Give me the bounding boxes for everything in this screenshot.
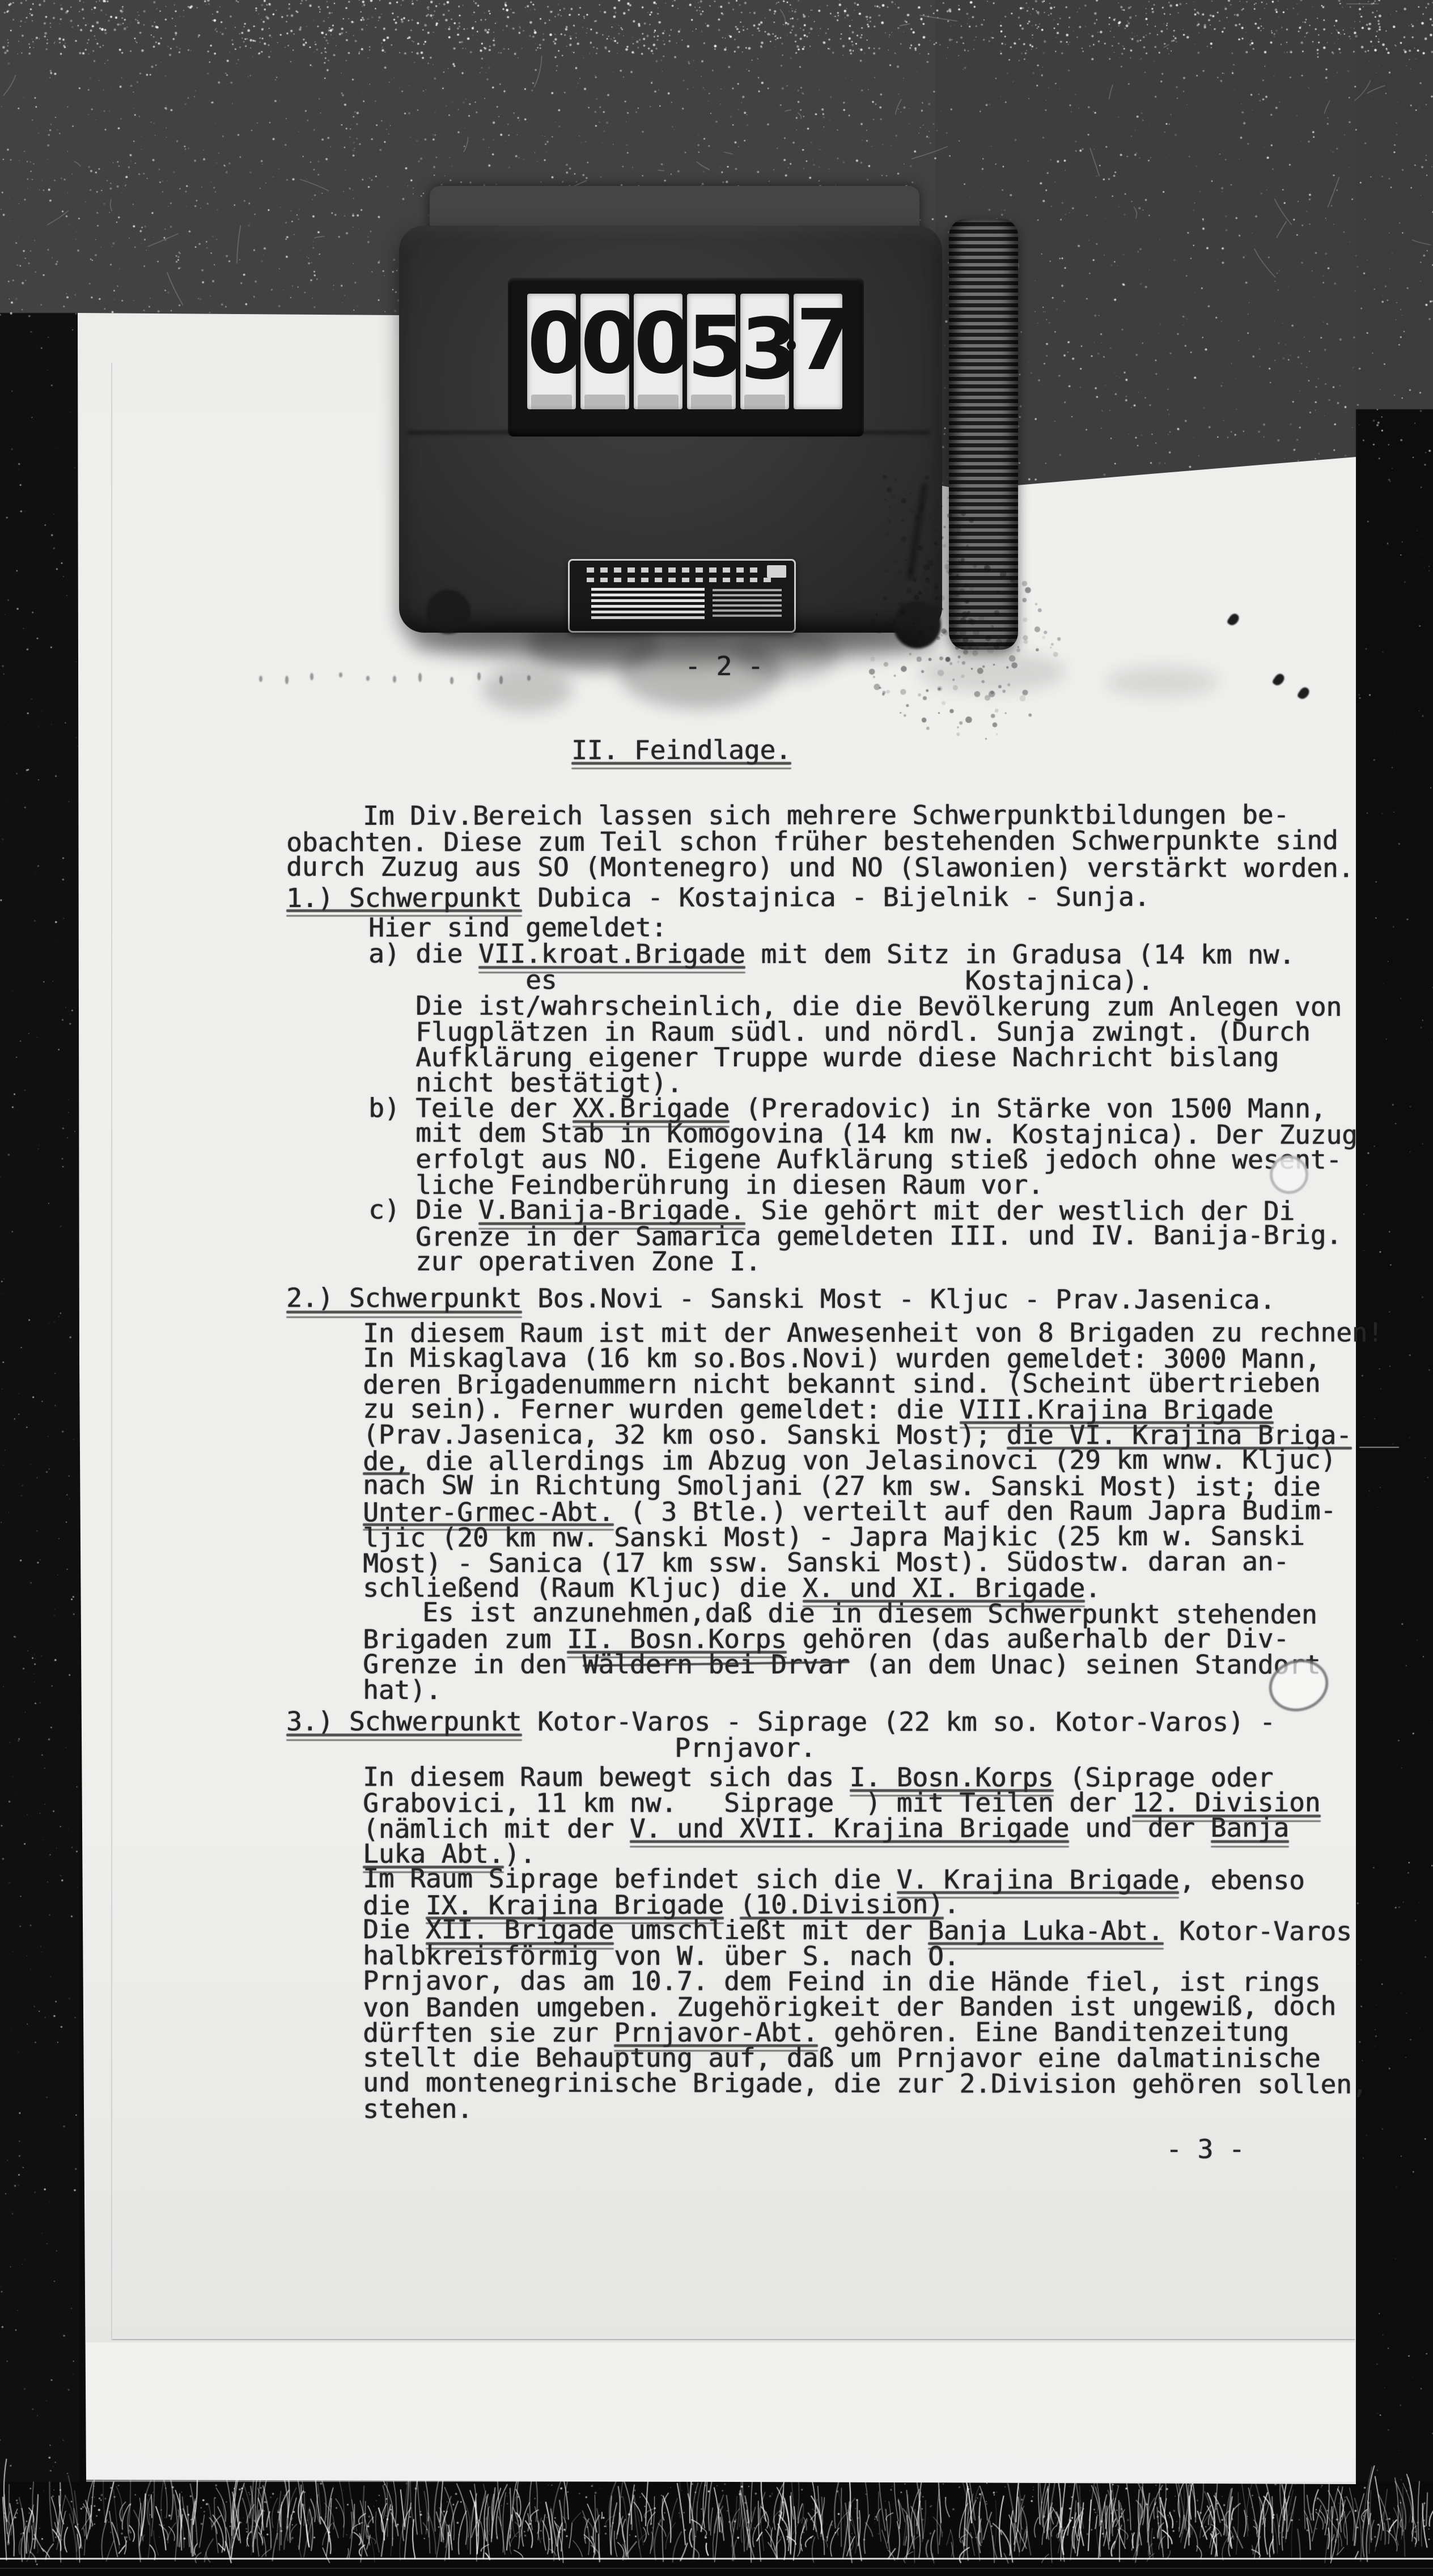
counter-digit-separator-dot <box>787 340 796 350</box>
